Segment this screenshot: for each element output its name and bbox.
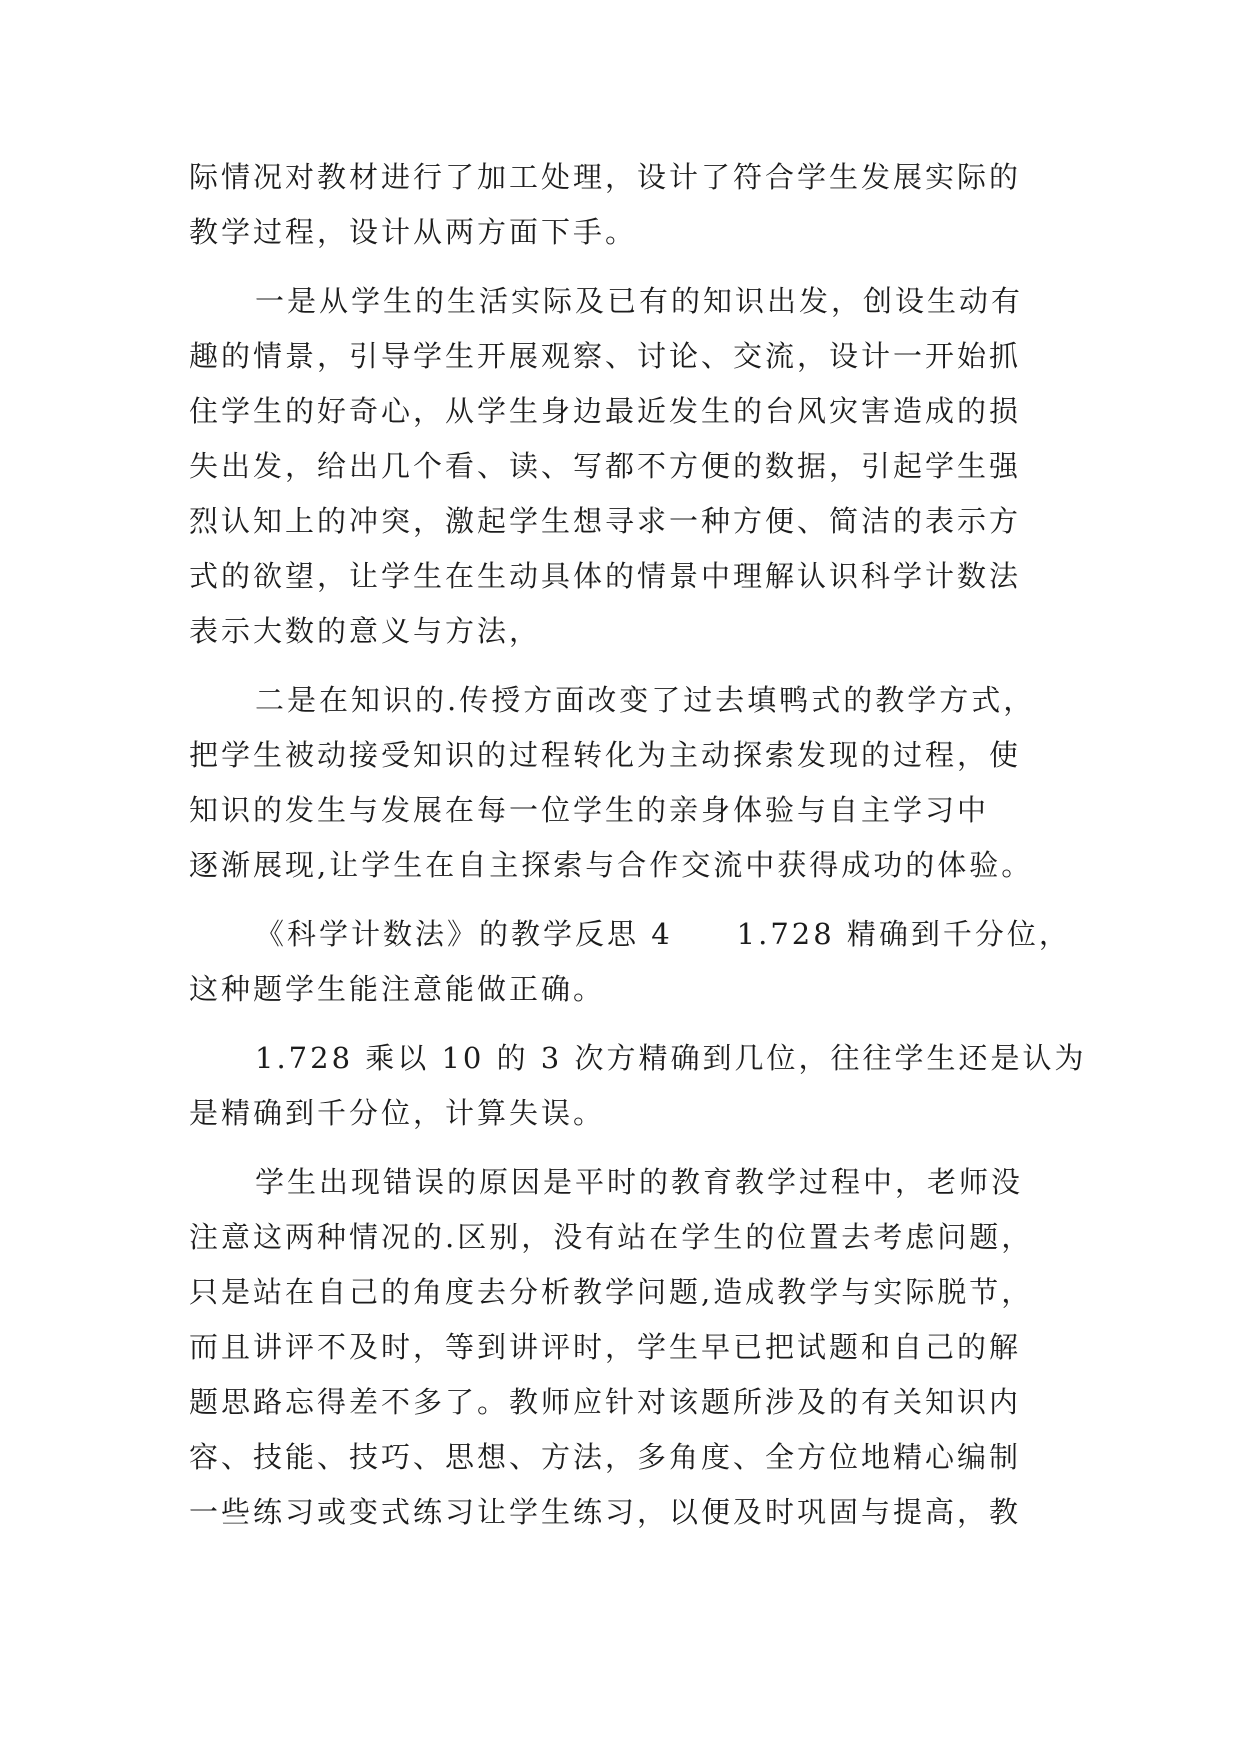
paragraph-first-line: 1.728 乘以 10 的 3 次方精确到几位，往往学生还是认为: [255, 1041, 1087, 1075]
paragraph-first-line: 一是从学生的生活实际及已有的知识出发，创设生动有: [255, 284, 1024, 318]
text-line: 表示大数的意义与方法，: [189, 614, 542, 648]
paragraph-first-line: 《科学计数法》的教学反思 4 1.728 精确到千分位，: [255, 917, 1071, 951]
text-line: 住学生的好奇心，从学生身边最近发生的台风灾害造成的损: [189, 394, 1022, 428]
text-line: 失出发，给出几个看、读、写都不方便的数据，引起学生强: [189, 449, 1022, 483]
text-line: 把学生被动接受知识的过程转化为主动探索发现的过程，使: [189, 738, 1022, 772]
text-line: 而且讲评不及时，等到讲评时，学生早已把试题和自己的解: [189, 1330, 1022, 1364]
text-line: 容、技能、技巧、思想、方法，多角度、全方位地精心编制: [189, 1440, 1022, 1474]
text-line: 趣的情景，引导学生开展观察、讨论、交流，设计一开始抓: [189, 339, 1022, 373]
text-line: 题思路忘得差不多了。教师应针对该题所涉及的有关知识内: [189, 1385, 1022, 1419]
text-line: 一些练习或变式练习让学生练习，以便及时巩固与提高，教: [189, 1495, 1022, 1529]
text-line: 只是站在自己的角度去分析教学问题,造成教学与实际脱节，: [189, 1275, 1034, 1309]
text-line: 式的欲望，让学生在生动具体的情景中理解认识科学计数法: [189, 559, 1022, 593]
text-line: 这种题学生能注意能做正确。: [189, 972, 606, 1006]
paragraph-first-line: 学生出现错误的原因是平时的教育教学过程中，老师没: [255, 1165, 1024, 1199]
paragraph-first-line: 二是在知识的.传授方面改变了过去填鸭式的教学方式，: [255, 683, 1036, 717]
text-line: 是精确到千分位，计算失误。: [189, 1096, 606, 1130]
text-line: 际情况对教材进行了加工处理，设计了符合学生发展实际的: [189, 160, 1022, 194]
text-line: 知识的发生与发展在每一位学生的亲身体验与自主学习中: [189, 793, 990, 827]
text-line: 逐渐展现,让学生在自主探索与合作交流中获得成功的体验。: [189, 848, 1034, 882]
text-line: 教学过程，设计从两方面下手。: [189, 215, 638, 249]
text-line: 注意这两种情况的.区别，没有站在学生的位置去考虑问题，: [189, 1220, 1034, 1254]
text-line: 烈认知上的冲突，激起学生想寻求一种方便、简洁的表示方: [189, 504, 1022, 538]
